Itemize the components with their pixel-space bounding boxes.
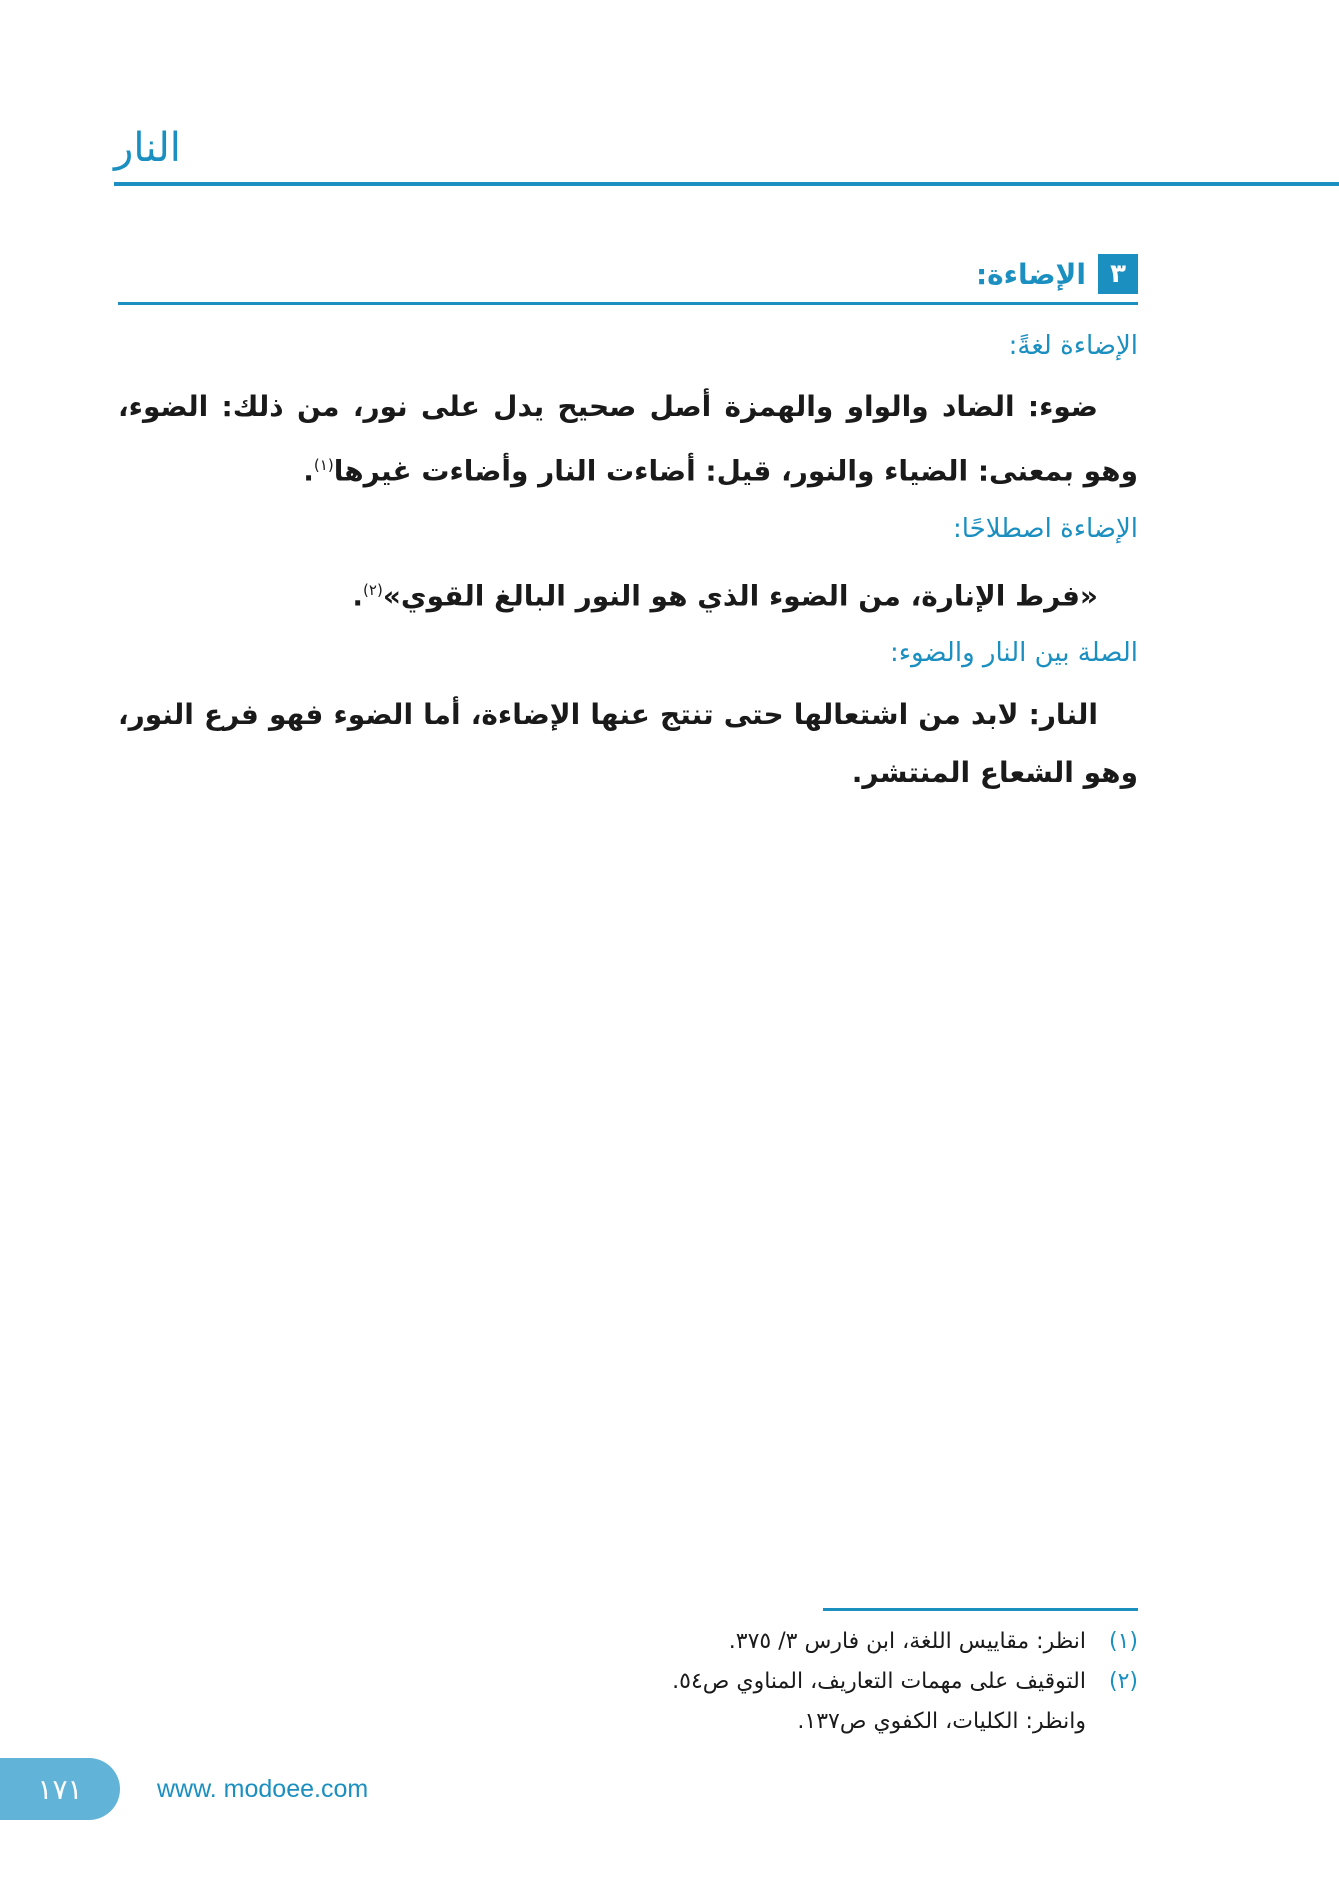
- footnote-text-1: انظر: مقاييس اللغة، ابن فارس ٣/ ٣٧٥.: [728, 1629, 1086, 1654]
- paragraph-lexical: [118, 378, 1138, 500]
- paragraph-relation: النار: لابد من اشتعالها حتى تنتج عنها الإضاءة، أما الضوء فهو فرع النور، وهو الشعاع المنتشر.: [118, 697, 1138, 789]
- footnotes: [500, 1622, 1138, 1742]
- paragraph-technical-end: .: [352, 579, 364, 613]
- section-title: الإضاءة:: [975, 257, 1086, 291]
- paragraph-lexical-end: .: [303, 454, 314, 488]
- footnote-2: [500, 1662, 1138, 1702]
- paragraph-technical: [118, 561, 1138, 625]
- page-number: ١٧١: [0, 1758, 120, 1820]
- paragraph-technical-text: «فرط الإنارة، من الضوء الذي هو النور البالغ القوي»: [382, 579, 1098, 613]
- footnote-continuation: وانظر: الكليات، الكفوي ص١٣٧.: [797, 1709, 1086, 1734]
- subheading-relation: الصلة بين النار والضوء:: [889, 638, 1138, 669]
- running-title: النار: [114, 125, 181, 171]
- footnote-ref-1[interactable]: (١): [313, 456, 334, 475]
- section-rule: [118, 302, 1138, 305]
- subheading-lexical: الإضاءة لغةً:: [1008, 331, 1138, 361]
- footnote-text-2: التوقيف على مهمات التعاريف، المناوي ص٥٤.: [672, 1669, 1086, 1694]
- footnote-1: [500, 1622, 1138, 1662]
- article-body: [118, 318, 1138, 802]
- footnote-number-2: (٢): [1108, 1669, 1138, 1694]
- footnote-number-1: (١): [1108, 1629, 1138, 1654]
- subheading-technical: الإضاءة اصطلاحًا:: [952, 513, 1138, 544]
- footnote-rule: [823, 1608, 1138, 1611]
- paragraph-lexical-text: ضوء: الضاد والواو والهمزة أصل صحيح يدل على نور، من ذلك: الضوء، وهو بمعنى: الضياء والنور، قيل: أضاءت النار وأضاءت غيرها: [118, 390, 1138, 488]
- header-rule: [114, 182, 1339, 186]
- section-number: ٣: [1098, 254, 1138, 294]
- website-link[interactable]: www. modoee.com: [157, 1775, 369, 1803]
- footnote-ref-2[interactable]: (٢): [363, 581, 383, 600]
- section-heading: [976, 253, 1138, 295]
